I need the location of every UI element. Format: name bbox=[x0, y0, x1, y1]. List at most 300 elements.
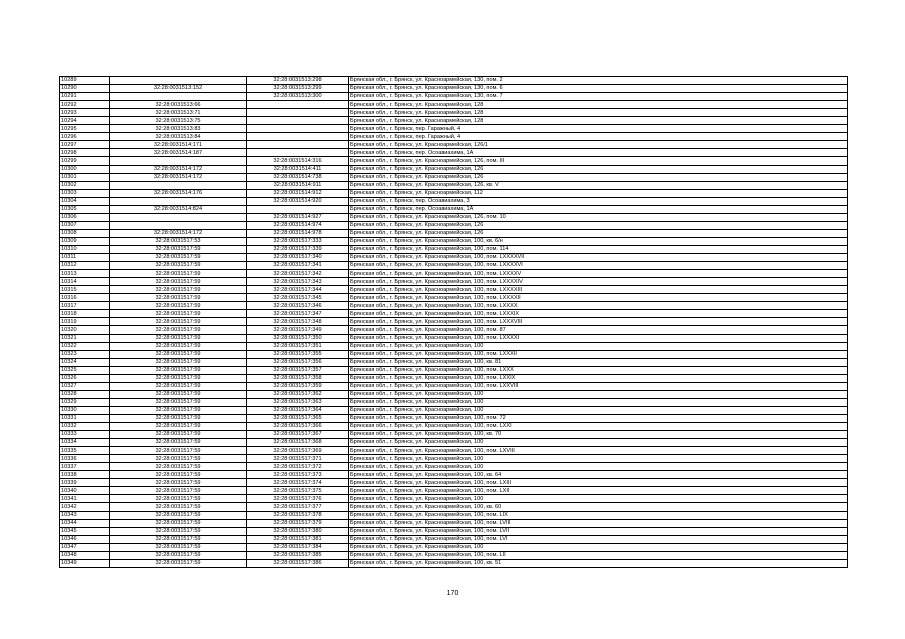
land-parcel-number-cell: 32:28:0031517:59 bbox=[110, 463, 247, 471]
address-cell: Брянская обл., г. Брянск, ул. Красноармейская, 100, пом. LXXXXV bbox=[349, 270, 848, 278]
address-cell: Брянская обл., г. Брянск, пер. Осоавиахима, 1А bbox=[349, 205, 848, 213]
row-number-cell: 10316 bbox=[60, 294, 110, 302]
table-row bbox=[60, 398, 848, 406]
object-cadastral-number-cell: 32:28:0031514:912 bbox=[247, 189, 349, 197]
object-cadastral-number-cell bbox=[247, 125, 349, 133]
address-cell: Брянская обл., г. Брянск, ул. Красноармейская, 126 bbox=[349, 221, 848, 229]
object-cadastral-number-cell: 32:28:0031517:380 bbox=[247, 527, 349, 535]
land-parcel-number-cell: 32:28:0031517:53 bbox=[110, 237, 247, 245]
row-number-cell: 10345 bbox=[60, 527, 110, 535]
row-number-cell: 10310 bbox=[60, 245, 110, 253]
row-number-cell: 10289 bbox=[60, 77, 110, 85]
land-parcel-number-cell: 32:28:0031514:172 bbox=[110, 165, 247, 173]
table-row bbox=[60, 406, 848, 414]
row-number-cell: 10313 bbox=[60, 270, 110, 278]
table-row bbox=[60, 173, 848, 181]
land-parcel-number-cell bbox=[110, 77, 247, 85]
row-number-cell: 10315 bbox=[60, 286, 110, 294]
object-cadastral-number-cell: 32:28:0031514:316 bbox=[247, 157, 349, 165]
row-number-cell: 10326 bbox=[60, 374, 110, 382]
land-parcel-number-cell: 32:28:0031517:59 bbox=[110, 278, 247, 286]
row-number-cell: 10297 bbox=[60, 141, 110, 149]
table-row bbox=[60, 455, 848, 463]
table-row bbox=[60, 535, 848, 543]
object-cadastral-number-cell: 32:28:0031514:978 bbox=[247, 229, 349, 237]
object-cadastral-number-cell: 32:28:0031517:384 bbox=[247, 543, 349, 551]
address-cell: Брянская обл., г. Брянск, ул. Красноармейская, 100, пом. LXXXXI bbox=[349, 334, 848, 342]
object-cadastral-number-cell: 32:28:0031517:340 bbox=[247, 254, 349, 262]
table-row bbox=[60, 181, 848, 189]
object-cadastral-number-cell: 32:28:0031517:368 bbox=[247, 439, 349, 447]
address-cell: Брянская обл., г. Брянск, ул. Красноармейская, 130, пом. 2 bbox=[349, 77, 848, 85]
land-parcel-number-cell: 32:28:0031517:59 bbox=[110, 455, 247, 463]
table-row bbox=[60, 487, 848, 495]
land-parcel-number-cell: 32:28:0031517:59 bbox=[110, 431, 247, 439]
row-number-cell: 10339 bbox=[60, 479, 110, 487]
table-row bbox=[60, 141, 848, 149]
registry-table bbox=[59, 76, 848, 568]
land-parcel-number-cell: 32:28:0031517:59 bbox=[110, 406, 247, 414]
object-cadastral-number-cell: 32:28:0031517:373 bbox=[247, 471, 349, 479]
address-cell: Брянская обл., г. Брянск, ул. Красноармейская, 100, пом. LXXXII bbox=[349, 350, 848, 358]
table-row bbox=[60, 463, 848, 471]
page-number: 170 bbox=[446, 590, 459, 597]
table-row bbox=[60, 262, 848, 270]
object-cadastral-number-cell: 32:28:0031517:374 bbox=[247, 479, 349, 487]
row-number-cell: 10342 bbox=[60, 503, 110, 511]
land-parcel-number-cell: 32:28:0031517:59 bbox=[110, 479, 247, 487]
land-parcel-number-cell: 32:28:0031517:59 bbox=[110, 310, 247, 318]
address-cell: Брянская обл., г. Брянск, ул. Красноармейская, 100, пом. LXIII bbox=[349, 479, 848, 487]
address-cell: Брянская обл., г. Брянск, пер. Осоавиахима, 1А bbox=[349, 149, 848, 157]
object-cadastral-number-cell: 32:28:0031517:343 bbox=[247, 278, 349, 286]
object-cadastral-number-cell: 32:28:0031517:357 bbox=[247, 366, 349, 374]
address-cell: Брянская обл., г. Брянск, ул. Красноармейская, 126 bbox=[349, 173, 848, 181]
table-row bbox=[60, 205, 848, 213]
address-cell: Брянская обл., г. Брянск, ул. Красноармейская, 100, пом. LXXXX bbox=[349, 302, 848, 310]
row-number-cell: 10324 bbox=[60, 358, 110, 366]
address-cell: Брянская обл., г. Брянск, ул. Красноармейская, 126, кв. V bbox=[349, 181, 848, 189]
table-row bbox=[60, 189, 848, 197]
land-parcel-number-cell bbox=[110, 157, 247, 165]
row-number-cell: 10332 bbox=[60, 423, 110, 431]
address-cell: Брянская обл., г. Брянск, ул. Красноармейская, 100 bbox=[349, 463, 848, 471]
address-cell: Брянская обл., г. Брянск, ул. Красноармейская, 100, кв. 70 bbox=[349, 431, 848, 439]
object-cadastral-number-cell: 32:28:0031517:356 bbox=[247, 358, 349, 366]
object-cadastral-number-cell: 32:28:0031513:298 bbox=[247, 77, 349, 85]
table-row bbox=[60, 229, 848, 237]
table-row bbox=[60, 471, 848, 479]
table-row bbox=[60, 414, 848, 422]
object-cadastral-number-cell: 32:28:0031517:362 bbox=[247, 390, 349, 398]
object-cadastral-number-cell: 32:28:0031517:376 bbox=[247, 495, 349, 503]
object-cadastral-number-cell bbox=[247, 141, 349, 149]
row-number-cell: 10344 bbox=[60, 519, 110, 527]
table-row bbox=[60, 109, 848, 117]
row-number-cell: 10322 bbox=[60, 342, 110, 350]
land-parcel-number-cell: 32:28:0031517:59 bbox=[110, 527, 247, 535]
object-cadastral-number-cell: 32:28:0031514:411 bbox=[247, 165, 349, 173]
land-parcel-number-cell: 32:28:0031517:59 bbox=[110, 398, 247, 406]
land-parcel-number-cell: 32:28:0031517:59 bbox=[110, 262, 247, 270]
land-parcel-number-cell: 32:28:0031517:59 bbox=[110, 350, 247, 358]
row-number-cell: 10327 bbox=[60, 382, 110, 390]
object-cadastral-number-cell: 32:28:0031517:367 bbox=[247, 431, 349, 439]
address-cell: Брянская обл., г. Брянск, ул. Красноармейская, 100, пом. LVII bbox=[349, 527, 848, 535]
object-cadastral-number-cell: 32:28:0031517:344 bbox=[247, 286, 349, 294]
row-number-cell: 10337 bbox=[60, 463, 110, 471]
table-row bbox=[60, 439, 848, 447]
land-parcel-number-cell: 32:28:0031517:59 bbox=[110, 543, 247, 551]
table-row bbox=[60, 93, 848, 101]
land-parcel-number-cell: 32:28:0031517:59 bbox=[110, 535, 247, 543]
table-row bbox=[60, 447, 848, 455]
address-cell: Брянская обл., г. Брянск, ул. Красноармейская, 100, пом. LXXXXII bbox=[349, 294, 848, 302]
object-cadastral-number-cell: 32:28:0031517:372 bbox=[247, 463, 349, 471]
land-parcel-number-cell: 32:28:0031517:59 bbox=[110, 382, 247, 390]
object-cadastral-number-cell: 32:28:0031514:974 bbox=[247, 221, 349, 229]
row-number-cell: 10325 bbox=[60, 366, 110, 374]
table-row bbox=[60, 213, 848, 221]
table-row bbox=[60, 511, 848, 519]
address-cell: Брянская обл., г. Брянск, пер. Гаражный, 4 bbox=[349, 133, 848, 141]
object-cadastral-number-cell: 32:28:0031517:345 bbox=[247, 294, 349, 302]
object-cadastral-number-cell: 32:28:0031514:738 bbox=[247, 173, 349, 181]
land-parcel-number-cell: 32:28:0031517:59 bbox=[110, 286, 247, 294]
land-parcel-number-cell: 32:28:0031517:59 bbox=[110, 423, 247, 431]
row-number-cell: 10340 bbox=[60, 487, 110, 495]
address-cell: Брянская обл., г. Брянск, ул. Красноармейская, 100, пом. LXII bbox=[349, 487, 848, 495]
object-cadastral-number-cell: 32:28:0031517:351 bbox=[247, 342, 349, 350]
table-row bbox=[60, 197, 848, 205]
table-row bbox=[60, 221, 848, 229]
address-cell: Брянская обл., г. Брянск, ул. Красноармейская, 126, пом. 10 bbox=[349, 213, 848, 221]
table-row bbox=[60, 382, 848, 390]
land-parcel-number-cell: 32:28:0031517:59 bbox=[110, 334, 247, 342]
address-cell: Брянская обл., г. Брянск, ул. Красноармейская, 100, пом. 114 bbox=[349, 245, 848, 253]
land-parcel-number-cell: 32:28:0031514:171 bbox=[110, 141, 247, 149]
address-cell: Брянская обл., г. Брянск, ул. Красноармейская, 100, пом. LII bbox=[349, 551, 848, 559]
land-parcel-number-cell: 32:28:0031517:59 bbox=[110, 495, 247, 503]
table-row bbox=[60, 423, 848, 431]
land-parcel-number-cell: 32:28:0031517:59 bbox=[110, 342, 247, 350]
object-cadastral-number-cell: 32:28:0031513:300 bbox=[247, 93, 349, 101]
address-cell: Брянская обл., г. Брянск, ул. Красноармейская, 100, пом. LXXVIII bbox=[349, 382, 848, 390]
row-number-cell: 10300 bbox=[60, 165, 110, 173]
address-cell: Брянская обл., г. Брянск, пер. Осоавиахима, 3 bbox=[349, 197, 848, 205]
row-number-cell: 10301 bbox=[60, 173, 110, 181]
row-number-cell: 10349 bbox=[60, 559, 110, 567]
row-number-cell: 10293 bbox=[60, 109, 110, 117]
land-parcel-number-cell: 32:28:0031514:824 bbox=[110, 205, 247, 213]
address-cell: Брянская обл., г. Брянск, ул. Красноармейская, 100, пом. LXXI bbox=[349, 423, 848, 431]
address-cell: Брянская обл., г. Брянск, ул. Красноармейская, 126 bbox=[349, 229, 848, 237]
row-number-cell: 10334 bbox=[60, 439, 110, 447]
table-row bbox=[60, 133, 848, 141]
land-parcel-number-cell: 32:28:0031517:59 bbox=[110, 302, 247, 310]
row-number-cell: 10329 bbox=[60, 398, 110, 406]
table-row bbox=[60, 278, 848, 286]
table-row bbox=[60, 157, 848, 165]
row-number-cell: 10335 bbox=[60, 447, 110, 455]
object-cadastral-number-cell: 32:28:0031514:927 bbox=[247, 213, 349, 221]
object-cadastral-number-cell bbox=[247, 109, 349, 117]
table-row bbox=[60, 358, 848, 366]
land-parcel-number-cell: 32:28:0031517:59 bbox=[110, 358, 247, 366]
land-parcel-number-cell: 32:28:0031517:59 bbox=[110, 519, 247, 527]
row-number-cell: 10308 bbox=[60, 229, 110, 237]
land-parcel-number-cell bbox=[110, 93, 247, 101]
address-cell: Брянская обл., г. Брянск, ул. Красноармейская, 100, пом. LXXIX bbox=[349, 374, 848, 382]
table-row bbox=[60, 77, 848, 85]
row-number-cell: 10323 bbox=[60, 350, 110, 358]
address-cell: Брянская обл., г. Брянск, ул. Красноармейская, 100, кв. 81 bbox=[349, 358, 848, 366]
row-number-cell: 10338 bbox=[60, 471, 110, 479]
row-number-cell: 10304 bbox=[60, 197, 110, 205]
row-number-cell: 10303 bbox=[60, 189, 110, 197]
land-parcel-number-cell: 32:28:0031517:59 bbox=[110, 511, 247, 519]
land-parcel-number-cell: 32:28:0031517:59 bbox=[110, 471, 247, 479]
table-row bbox=[60, 318, 848, 326]
object-cadastral-number-cell: 32:28:0031517:386 bbox=[247, 559, 349, 567]
object-cadastral-number-cell: 32:28:0031517:364 bbox=[247, 406, 349, 414]
land-parcel-number-cell: 32:28:0031513:83 bbox=[110, 125, 247, 133]
object-cadastral-number-cell: 32:28:0031517:359 bbox=[247, 382, 349, 390]
land-parcel-number-cell: 32:28:0031513:75 bbox=[110, 117, 247, 125]
object-cadastral-number-cell: 32:28:0031517:381 bbox=[247, 535, 349, 543]
table-row bbox=[60, 431, 848, 439]
address-cell: Брянская обл., г. Брянск, ул. Красноармейская, 100 bbox=[349, 455, 848, 463]
address-cell: Брянская обл., г. Брянск, пер. Гаражный, 4 bbox=[349, 125, 848, 133]
address-cell: Брянская обл., г. Брянск, ул. Красноармейская, 100 bbox=[349, 342, 848, 350]
address-cell: Брянская обл., г. Брянск, ул. Красноармейская, 126, пом. III bbox=[349, 157, 848, 165]
land-parcel-number-cell: 32:28:0031517:59 bbox=[110, 503, 247, 511]
row-number-cell: 10314 bbox=[60, 278, 110, 286]
land-parcel-number-cell: 32:28:0031517:59 bbox=[110, 374, 247, 382]
address-cell: Брянская обл., г. Брянск, ул. Красноармейская, 128 bbox=[349, 109, 848, 117]
table-row bbox=[60, 366, 848, 374]
land-parcel-number-cell: 32:28:0031514:187 bbox=[110, 149, 247, 157]
row-number-cell: 10306 bbox=[60, 213, 110, 221]
address-cell: Брянская обл., г. Брянск, ул. Красноармейская, 100 bbox=[349, 390, 848, 398]
table-row bbox=[60, 302, 848, 310]
object-cadastral-number-cell: 32:28:0031514:920 bbox=[247, 197, 349, 205]
object-cadastral-number-cell: 32:28:0031517:365 bbox=[247, 414, 349, 422]
land-parcel-number-cell: 32:28:0031517:59 bbox=[110, 326, 247, 334]
address-cell: Брянская обл., г. Брянск, ул. Красноармейская, 100, пом. 87 bbox=[349, 326, 848, 334]
row-number-cell: 10307 bbox=[60, 221, 110, 229]
land-parcel-number-cell: 32:28:0031513:66 bbox=[110, 101, 247, 109]
table-row bbox=[60, 326, 848, 334]
land-parcel-number-cell: 32:28:0031517:59 bbox=[110, 390, 247, 398]
object-cadastral-number-cell bbox=[247, 101, 349, 109]
object-cadastral-number-cell: 32:28:0031517:341 bbox=[247, 262, 349, 270]
row-number-cell: 10299 bbox=[60, 157, 110, 165]
row-number-cell: 10296 bbox=[60, 133, 110, 141]
address-cell: Брянская обл., г. Брянск, ул. Красноармейская, 100, кв. 60 bbox=[349, 503, 848, 511]
row-number-cell: 10343 bbox=[60, 511, 110, 519]
row-number-cell: 10348 bbox=[60, 551, 110, 559]
object-cadastral-number-cell: 32:28:0031517:366 bbox=[247, 423, 349, 431]
row-number-cell: 10318 bbox=[60, 310, 110, 318]
address-cell: Брянская обл., г. Брянск, ул. Красноармейская, 100, пом. LXXXXVII bbox=[349, 254, 848, 262]
row-number-cell: 10309 bbox=[60, 237, 110, 245]
table-row bbox=[60, 479, 848, 487]
row-number-cell: 10292 bbox=[60, 101, 110, 109]
land-parcel-number-cell: 32:28:0031517:59 bbox=[110, 366, 247, 374]
object-cadastral-number-cell bbox=[247, 205, 349, 213]
address-cell: Брянская обл., г. Брянск, ул. Красноармейская, 100, пом. LXXXXIV bbox=[349, 278, 848, 286]
row-number-cell: 10321 bbox=[60, 334, 110, 342]
row-number-cell: 10333 bbox=[60, 431, 110, 439]
table-row bbox=[60, 125, 848, 133]
land-parcel-number-cell: 32:28:0031513:152 bbox=[110, 85, 247, 93]
address-cell: Брянская обл., г. Брянск, ул. Красноармейская, 100, пом. LXVIII bbox=[349, 447, 848, 455]
row-number-cell: 10341 bbox=[60, 495, 110, 503]
row-number-cell: 10312 bbox=[60, 262, 110, 270]
object-cadastral-number-cell: 32:28:0031517:342 bbox=[247, 270, 349, 278]
address-cell: Брянская обл., г. Брянск, ул. Красноармейская, 100, пом. LVI bbox=[349, 535, 848, 543]
table-row bbox=[60, 165, 848, 173]
table-row bbox=[60, 519, 848, 527]
object-cadastral-number-cell: 32:28:0031517:369 bbox=[247, 447, 349, 455]
row-number-cell: 10294 bbox=[60, 117, 110, 125]
table-row bbox=[60, 543, 848, 551]
address-cell: Брянская обл., г. Брянск, ул. Красноармейская, 100, кв. 6/н bbox=[349, 237, 848, 245]
land-parcel-number-cell bbox=[110, 221, 247, 229]
table-row bbox=[60, 117, 848, 125]
object-cadastral-number-cell: 32:28:0031517:347 bbox=[247, 310, 349, 318]
address-cell: Брянская обл., г. Брянск, ул. Красноармейская, 130, пом. 7 bbox=[349, 93, 848, 101]
object-cadastral-number-cell bbox=[247, 133, 349, 141]
land-parcel-number-cell: 32:28:0031514:176 bbox=[110, 189, 247, 197]
address-cell: Брянская обл., г. Брянск, ул. Красноармейская, 100, пом. LVIII bbox=[349, 519, 848, 527]
row-number-cell: 10295 bbox=[60, 125, 110, 133]
row-number-cell: 10302 bbox=[60, 181, 110, 189]
object-cadastral-number-cell: 32:28:0031517:378 bbox=[247, 511, 349, 519]
table-row bbox=[60, 237, 848, 245]
object-cadastral-number-cell: 32:28:0031514:911 bbox=[247, 181, 349, 189]
object-cadastral-number-cell: 32:28:0031517:377 bbox=[247, 503, 349, 511]
row-number-cell: 10317 bbox=[60, 302, 110, 310]
address-cell: Брянская обл., г. Брянск, ул. Красноармейская, 100, пом. LXXXXIII bbox=[349, 286, 848, 294]
object-cadastral-number-cell: 32:28:0031517:385 bbox=[247, 551, 349, 559]
table-row bbox=[60, 503, 848, 511]
row-number-cell: 10347 bbox=[60, 543, 110, 551]
land-parcel-number-cell: 32:28:0031517:59 bbox=[110, 559, 247, 567]
table-row bbox=[60, 270, 848, 278]
table-row bbox=[60, 350, 848, 358]
row-number-cell: 10305 bbox=[60, 205, 110, 213]
object-cadastral-number-cell: 32:28:0031517:350 bbox=[247, 334, 349, 342]
address-cell: Брянская обл., г. Брянск, ул. Красноармейская, 100, кв. 51 bbox=[349, 559, 848, 567]
land-parcel-number-cell: 32:28:0031517:59 bbox=[110, 270, 247, 278]
land-parcel-number-cell: 32:28:0031514:172 bbox=[110, 173, 247, 181]
object-cadastral-number-cell: 32:28:0031517:349 bbox=[247, 326, 349, 334]
table-row bbox=[60, 390, 848, 398]
address-cell: Брянская обл., г. Брянск, ул. Красноармейская, 128 bbox=[349, 101, 848, 109]
table-row bbox=[60, 551, 848, 559]
row-number-cell: 10291 bbox=[60, 93, 110, 101]
table-row bbox=[60, 294, 848, 302]
address-cell: Брянская обл., г. Брянск, ул. Красноармейская, 100, пом. LXXXVIII bbox=[349, 318, 848, 326]
address-cell: Брянская обл., г. Брянск, ул. Красноармейская, 112 bbox=[349, 189, 848, 197]
address-cell: Брянская обл., г. Брянск, ул. Красноармейская, 100 bbox=[349, 406, 848, 414]
address-cell: Брянская обл., г. Брянск, ул. Красноармейская, 100, пом. LIX bbox=[349, 511, 848, 519]
land-parcel-number-cell bbox=[110, 197, 247, 205]
object-cadastral-number-cell bbox=[247, 149, 349, 157]
row-number-cell: 10331 bbox=[60, 414, 110, 422]
table-row bbox=[60, 334, 848, 342]
table-row bbox=[60, 342, 848, 350]
land-parcel-number-cell: 32:28:0031517:59 bbox=[110, 254, 247, 262]
row-number-cell: 10319 bbox=[60, 318, 110, 326]
address-cell: Брянская обл., г. Брянск, ул. Красноармейская, 100, кв. 64 bbox=[349, 471, 848, 479]
land-parcel-number-cell: 32:28:0031517:59 bbox=[110, 414, 247, 422]
address-cell: Брянская обл., г. Брянск, ул. Красноармейская, 100, пом. LXXX bbox=[349, 366, 848, 374]
row-number-cell: 10290 bbox=[60, 85, 110, 93]
registry-table-body bbox=[60, 77, 848, 568]
table-row bbox=[60, 245, 848, 253]
table-row bbox=[60, 559, 848, 567]
row-number-cell: 10346 bbox=[60, 535, 110, 543]
address-cell: Брянская обл., г. Брянск, ул. Красноармейская, 130, пом. 6 bbox=[349, 85, 848, 93]
object-cadastral-number-cell: 32:28:0031517:379 bbox=[247, 519, 349, 527]
land-parcel-number-cell: 32:28:0031513:71 bbox=[110, 109, 247, 117]
table-row bbox=[60, 374, 848, 382]
land-parcel-number-cell: 32:28:0031517:59 bbox=[110, 439, 247, 447]
object-cadastral-number-cell: 32:28:0031513:299 bbox=[247, 85, 349, 93]
land-parcel-number-cell: 32:28:0031517:59 bbox=[110, 294, 247, 302]
object-cadastral-number-cell: 32:28:0031517:346 bbox=[247, 302, 349, 310]
land-parcel-number-cell: 32:28:0031517:59 bbox=[110, 447, 247, 455]
table-row bbox=[60, 254, 848, 262]
land-parcel-number-cell: 32:28:0031517:59 bbox=[110, 487, 247, 495]
address-cell: Брянская обл., г. Брянск, ул. Красноармейская, 100, пом. LXXXIX bbox=[349, 310, 848, 318]
object-cadastral-number-cell: 32:28:0031517:371 bbox=[247, 455, 349, 463]
table-row bbox=[60, 527, 848, 535]
object-cadastral-number-cell: 32:28:0031517:358 bbox=[247, 374, 349, 382]
table-row bbox=[60, 310, 848, 318]
land-parcel-number-cell: 32:28:0031514:172 bbox=[110, 229, 247, 237]
address-cell: Брянская обл., г. Брянск, ул. Красноармейская, 100 bbox=[349, 398, 848, 406]
object-cadastral-number-cell: 32:28:0031517:333 bbox=[247, 237, 349, 245]
land-parcel-number-cell: 32:28:0031517:59 bbox=[110, 551, 247, 559]
row-number-cell: 10311 bbox=[60, 254, 110, 262]
address-cell: Брянская обл., г. Брянск, ул. Красноармейская, 126 bbox=[349, 165, 848, 173]
object-cadastral-number-cell: 32:28:0031517:355 bbox=[247, 350, 349, 358]
address-cell: Брянская обл., г. Брянск, ул. Красноармейская, 128 bbox=[349, 117, 848, 125]
address-cell: Брянская обл., г. Брянск, ул. Красноармейская, 100, пом. LXXXXVI bbox=[349, 262, 848, 270]
table-row bbox=[60, 495, 848, 503]
address-cell: Брянская обл., г. Брянск, ул. Красноармейская, 100 bbox=[349, 495, 848, 503]
land-parcel-number-cell: 32:28:0031517:59 bbox=[110, 245, 247, 253]
land-parcel-number-cell: 32:28:0031513:84 bbox=[110, 133, 247, 141]
object-cadastral-number-cell bbox=[247, 117, 349, 125]
row-number-cell: 10298 bbox=[60, 149, 110, 157]
address-cell: Брянская обл., г. Брянск, ул. Красноармейская, 100 bbox=[349, 439, 848, 447]
address-cell: Брянская обл., г. Брянск, ул. Красноармейская, 126/1 bbox=[349, 141, 848, 149]
object-cadastral-number-cell: 32:28:0031517:348 bbox=[247, 318, 349, 326]
address-cell: Брянская обл., г. Брянск, ул. Красноармейская, 100, пом. 72 bbox=[349, 414, 848, 422]
table-row bbox=[60, 286, 848, 294]
object-cadastral-number-cell: 32:28:0031517:363 bbox=[247, 398, 349, 406]
land-parcel-number-cell bbox=[110, 213, 247, 221]
table-row bbox=[60, 149, 848, 157]
table-row bbox=[60, 101, 848, 109]
row-number-cell: 10330 bbox=[60, 406, 110, 414]
row-number-cell: 10320 bbox=[60, 326, 110, 334]
